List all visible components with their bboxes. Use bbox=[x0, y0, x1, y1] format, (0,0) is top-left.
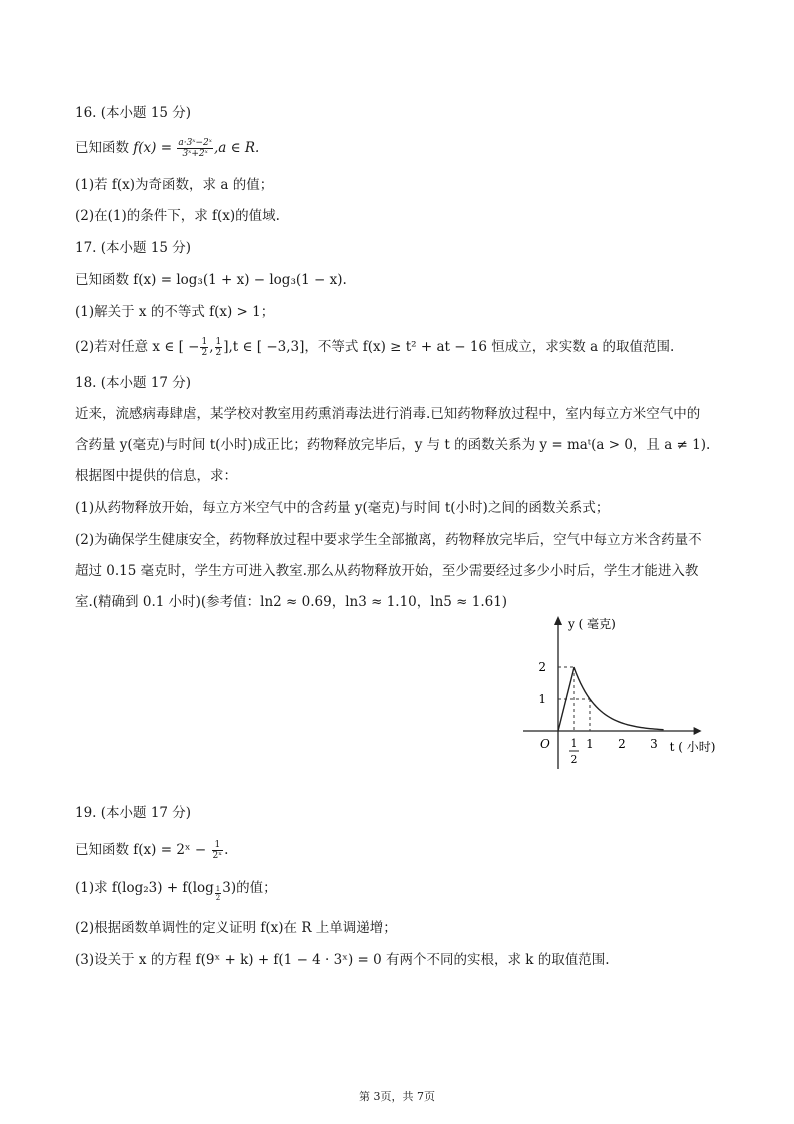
q17-half-2 bbox=[215, 337, 223, 358]
q19-frac-num: 1 bbox=[212, 840, 224, 851]
y-tick-label: 2 bbox=[538, 660, 546, 674]
q19-part2: (2)根据函数单调性的定义证明 f(x)在 R 上单调递增； bbox=[75, 920, 397, 936]
q19-part1-text-b: 3)的值； bbox=[222, 880, 277, 896]
y-axis-arrow bbox=[554, 616, 562, 625]
q17-part2-text-a: (2)若对任意 x ∈ [ − bbox=[75, 339, 200, 355]
q16-domain: ,a ∈ R. bbox=[213, 140, 260, 156]
q19-intro bbox=[75, 840, 228, 861]
q19-part1-text-a: (1)求 f(log₂3) + f(log bbox=[75, 880, 214, 896]
q16-intro bbox=[75, 138, 259, 159]
q16-part1: (1)若 f(x)为奇函数，求 a 的值； bbox=[75, 177, 274, 193]
q17-half-1 bbox=[200, 337, 208, 358]
q17-half-2-den: 2 bbox=[215, 348, 222, 358]
q17-half-1-num: 1 bbox=[201, 337, 208, 347]
q17-comma: , bbox=[209, 339, 214, 355]
q17-intro: 已知函数 f(x) = log₃(1 + x) − log₃(1 − x). bbox=[75, 272, 347, 288]
q16-part2: (2)在(1)的条件下，求 f(x)的值域. bbox=[75, 208, 280, 224]
q18-intro-line2: 含药量 y(毫克)与时间 t(小时)成正比；药物释放完毕后，y 与 t 的函数关系为 y = maᵗ(a > 0，且 a ≠ 1). bbox=[75, 437, 711, 453]
q16-frac-num: a·3ˣ−2ˣ bbox=[178, 138, 212, 148]
x-tick-label: 1 bbox=[586, 737, 594, 751]
x-half-tick-num: 1 bbox=[570, 737, 578, 750]
q19-header: 19. (本小题 17 分) bbox=[75, 805, 192, 821]
page-footer: 第 3页，共 7页 bbox=[359, 1090, 435, 1103]
q19-log-base-num: 1 bbox=[215, 885, 221, 893]
q19-fraction bbox=[212, 840, 224, 861]
q18-part2-line1: (2)为确保学生健康安全，药物释放过程中要求学生全部撤离，药物释放完毕后，空气中每立方米含药量不 bbox=[75, 532, 702, 548]
q17-part2-text-b: ],t ∈ [ −3,3]，不等式 f(x) ≥ t² + at − 16 恒成立，求实数 a 的取值范围. bbox=[223, 339, 675, 355]
series-line-exponential bbox=[574, 667, 664, 730]
q19-part3: (3)设关于 x 的方程 f(9ˣ + k) + f(1 − 4 · 3ˣ) = 0 有两个不同的实根，求 k 的取值范围. bbox=[75, 952, 610, 968]
q18-part2-line3: 室.(精确到 0.1 小时)(参考值：ln2 ≈ 0.69，ln3 ≈ 1.10，ln5 ≈ 1.61) bbox=[75, 594, 508, 610]
x-tick-label: 2 bbox=[618, 737, 626, 751]
y-tick-label: 1 bbox=[538, 692, 546, 706]
y-axis-label: y ( 毫克) bbox=[568, 617, 616, 631]
q19-frac-den: 2ˣ bbox=[212, 851, 223, 861]
q16-frac-den: 3ˣ+2ˣ bbox=[182, 149, 208, 159]
q18-header: 18. (本小题 17 分) bbox=[75, 375, 192, 391]
q19-log-base bbox=[215, 885, 221, 902]
q18-intro-line1: 近来，流感病毒肆虐，某学校对教室用药熏消毒法进行消毒.已知药物释放过程中，室内每立方米空气中的 bbox=[75, 406, 701, 422]
q19-log-base-den: 2 bbox=[215, 894, 221, 902]
origin-label: O bbox=[540, 737, 550, 751]
q19-part1 bbox=[75, 878, 277, 902]
x-tick-label: 3 bbox=[650, 737, 658, 751]
drug-concentration-chart bbox=[510, 608, 730, 778]
q16-fraction bbox=[177, 138, 213, 159]
q17-half-2-num: 1 bbox=[215, 337, 222, 347]
q17-part1: (1)解关于 x 的不等式 f(x) > 1； bbox=[75, 304, 275, 320]
x-axis-label: t ( 小时) bbox=[669, 740, 716, 754]
q19-intro-end: . bbox=[224, 842, 229, 858]
q18-part1: (1)从药物释放开始，每立方米空气中的含药量 y(毫克)与时间 t(小时)之间的函数关系式； bbox=[75, 500, 610, 516]
q17-header: 17. (本小题 15 分) bbox=[75, 240, 192, 256]
q16-intro-text: 已知函数 bbox=[75, 140, 134, 156]
q16-func: f(x) = bbox=[133, 140, 177, 156]
q17-half-1-den: 2 bbox=[201, 348, 208, 358]
x-half-tick-den: 2 bbox=[570, 753, 578, 766]
q17-part2 bbox=[75, 337, 674, 358]
q18-intro-line3: 根据图中提供的信息，求： bbox=[75, 468, 237, 484]
q19-intro-text: 已知函数 f(x) = 2ˣ − bbox=[75, 842, 211, 858]
x-axis-arrow bbox=[694, 727, 702, 735]
q18-part2-line2: 超过 0.15 毫克时，学生方可进入教室.那么从药物释放开始，至少需要经过多少小时后，学生才能进入教 bbox=[75, 563, 699, 579]
q16-header: 16. (本小题 15 分) bbox=[75, 105, 192, 121]
